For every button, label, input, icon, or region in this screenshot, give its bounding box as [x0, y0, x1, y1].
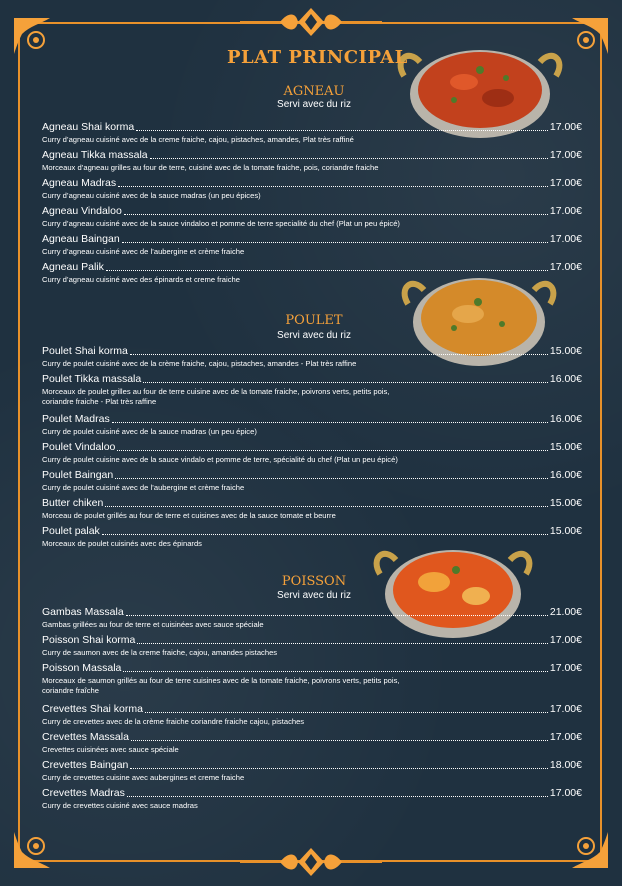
menu-item — [42, 497, 582, 521]
menu-item-name: Gambas Massala — [42, 606, 124, 618]
menu-item-price: 17.00€ — [549, 121, 582, 133]
menu-item-name: Poulet palak — [42, 525, 100, 537]
leader-dots — [118, 185, 548, 187]
menu-item — [42, 233, 582, 257]
menu-item-description: Curry de poulet cuisiné avec de la crème fraiche, cajou, pistaches, amandes - Plat très raffine — [42, 359, 357, 368]
menu-item-name: Agneau Baingan — [42, 233, 120, 245]
menu-item-price: 17.00€ — [549, 149, 582, 161]
menu-item — [42, 205, 582, 229]
menu-item-description: Morceau de poulet grillés au four de terre et cuisines avec de la sauce tomate et beurre — [42, 511, 336, 520]
menu-item-price: 17.00€ — [549, 731, 582, 743]
menu-item-price: 17.00€ — [549, 662, 582, 674]
menu-item — [42, 149, 582, 173]
menu-item-price: 17.00€ — [549, 233, 582, 245]
section-subtitle-poisson: Servi avec du riz — [277, 590, 351, 601]
page-title: PLAT PRINCIPAL — [227, 47, 408, 68]
menu-item-price: 16.00€ — [549, 469, 582, 481]
menu-item — [42, 177, 582, 201]
menu-item-price: 15.00€ — [549, 525, 582, 537]
menu-item-name: Poulet Vindaloo — [42, 441, 116, 453]
menu-item-name: Poulet Madras — [42, 413, 110, 425]
corner-ornament-bottom-right — [552, 812, 612, 872]
section-subtitle-agneau: Servi avec du riz — [277, 99, 351, 110]
menu-item — [42, 634, 582, 658]
menu-item — [42, 413, 582, 437]
section-title-poisson: POISSON — [281, 574, 347, 589]
menu-item-name: Agneau Madras — [42, 177, 117, 189]
menu-item-price: 17.00€ — [549, 787, 582, 799]
menu-item-price: 18.00€ — [549, 759, 582, 771]
menu-item-description: Curry d’agneau cuisiné avec de la creme fraiche, cajou, pistaches, amandes, Plat très raffiné — [42, 135, 354, 144]
ornament-bottom — [240, 846, 382, 878]
menu-item-price: 15.00€ — [549, 345, 582, 357]
menu-item-description: Curry de poulet cuisiné avec de la sauce madras (un peu épice) — [42, 427, 257, 436]
menu-item-name: Agneau Tikka massala — [42, 149, 148, 161]
menu-item — [42, 731, 582, 755]
menu-item-description: Morceaux d’agneau grilles au four de terre, cuisiné avec de la tomate fraiche, pois, coriandre fraiche — [42, 163, 379, 172]
menu-item-price: 17.00€ — [549, 634, 582, 646]
leader-dots — [136, 129, 548, 131]
menu-item-description: Curry de crevettes cuisiné avec sauce madras — [42, 801, 198, 810]
leader-dots — [150, 157, 548, 159]
menu-item-description: Morceaux de saumon grillés au four de terre cuisines avec de la tomate fraiche, poivrons verts, petits pois, coriandre fraîche — [42, 676, 400, 695]
ornament-top — [240, 8, 382, 40]
leader-dots — [112, 421, 548, 423]
menu-item-description: Curry de crevettes cuisine avec aubergines et creme fraiche — [42, 773, 245, 782]
menu-item — [42, 525, 582, 549]
menu-item-name: Agneau Vindaloo — [42, 205, 122, 217]
menu-item — [42, 606, 582, 630]
menu-item-description: Curry d’agneau cuisiné avec de l’aubergine et crème fraiche — [42, 247, 245, 256]
menu-item-name: Crevettes Baingan — [42, 759, 129, 771]
menu-item — [42, 787, 582, 811]
menu-item-price: 15.00€ — [549, 497, 582, 509]
menu-item-price: 16.00€ — [549, 373, 582, 385]
menu-item-description: Gambas grillées au four de terre et cuisinées avec sauce spéciale — [42, 620, 264, 629]
menu-item-price: 15.00€ — [549, 441, 582, 453]
menu-item — [42, 662, 582, 696]
leader-dots — [102, 533, 548, 535]
leader-dots — [123, 670, 548, 672]
menu-item-price: 17.00€ — [549, 205, 582, 217]
leader-dots — [127, 795, 548, 797]
menu-item-price: 17.00€ — [549, 261, 582, 273]
menu-item-name: Crevettes Shai korma — [42, 703, 143, 715]
leader-dots — [124, 213, 548, 215]
menu-item-description: Curry de poulet cuisine avec de la sauce vindalo et pomme de terre, spécialité du chef (Plat un peu épicé) — [42, 455, 398, 464]
menu-item — [42, 121, 582, 145]
leader-dots — [122, 241, 548, 243]
leader-dots — [143, 381, 548, 383]
leader-dots — [115, 477, 548, 479]
menu-item-description: Morceaux de poulet grilles au four de terre cuisine avec de la tomate fraiche, poivrons verts, petits pois, coriandre fraiche - Plat très raffine — [42, 387, 390, 406]
menu-item — [42, 759, 582, 783]
menu-item-name: Poulet Baingan — [42, 469, 114, 481]
leader-dots — [106, 269, 548, 271]
menu-item-description: Curry d’agneau cuisiné avec de la sauce madras (un peu épices) — [42, 191, 261, 200]
leader-dots — [145, 711, 548, 713]
menu-item-price: 17.00€ — [549, 177, 582, 189]
menu-item-description: Curry de crevettes avec de la crème fraiche coriandre fraiche cajou, pistaches — [42, 717, 305, 726]
menu-item-price: 17.00€ — [549, 703, 582, 715]
menu-item-name: Crevettes Madras — [42, 787, 125, 799]
leader-dots — [126, 614, 548, 616]
menu-item — [42, 261, 582, 285]
menu-item-name: Butter chiken — [42, 497, 104, 509]
menu-item-name: Crevettes Massala — [42, 731, 129, 743]
menu-item-description: Curry d’agneau cuisiné avec des épinards et creme fraiche — [42, 275, 240, 284]
menu-item-price: 21.00€ — [549, 606, 582, 618]
leader-dots — [131, 739, 548, 741]
menu-item-name: Poisson Massala — [42, 662, 122, 674]
leader-dots — [105, 505, 548, 507]
corner-ornament-top-left — [10, 14, 70, 74]
corner-ornament-bottom-left — [10, 812, 70, 872]
leader-dots — [130, 767, 547, 769]
menu-item — [42, 441, 582, 465]
menu-item-price: 16.00€ — [549, 413, 582, 425]
menu-item-name: Poulet Shai korma — [42, 345, 128, 357]
menu-item-description: Curry de poulet cuisiné avec de l’aubergine et crème fraiche — [42, 483, 245, 492]
section-title-poulet: POULET — [285, 313, 343, 328]
menu-item — [42, 345, 582, 369]
menu-item-name: Poisson Shai korma — [42, 634, 136, 646]
menu-item-description: Morceaux de poulet cuisinés avec des épinards — [42, 539, 202, 548]
menu-item-name: Agneau Shai korma — [42, 121, 135, 133]
menu-item — [42, 373, 582, 407]
menu-item — [42, 469, 582, 493]
menu-item-name: Agneau Palik — [42, 261, 104, 273]
leader-dots — [130, 353, 548, 355]
menu-item-name: Poulet Tikka massala — [42, 373, 142, 385]
leader-dots — [117, 449, 548, 451]
section-title-agneau: AGNEAU — [283, 84, 345, 99]
menu-item-description: Curry de saumon avec de la creme fraiche, cajou, amandes pistaches — [42, 648, 278, 657]
leader-dots — [137, 642, 547, 644]
menu-item-description: Crevettes cuisinées avec sauce spéciale — [42, 745, 179, 754]
section-subtitle-poulet: Servi avec du riz — [277, 330, 351, 341]
menu-item-description: Curry d’agneau cuisiné avec de la sauce vindaloo et pomme de terre specialité du chef (Plat un peu épicé) — [42, 219, 400, 228]
menu-item — [42, 703, 582, 727]
